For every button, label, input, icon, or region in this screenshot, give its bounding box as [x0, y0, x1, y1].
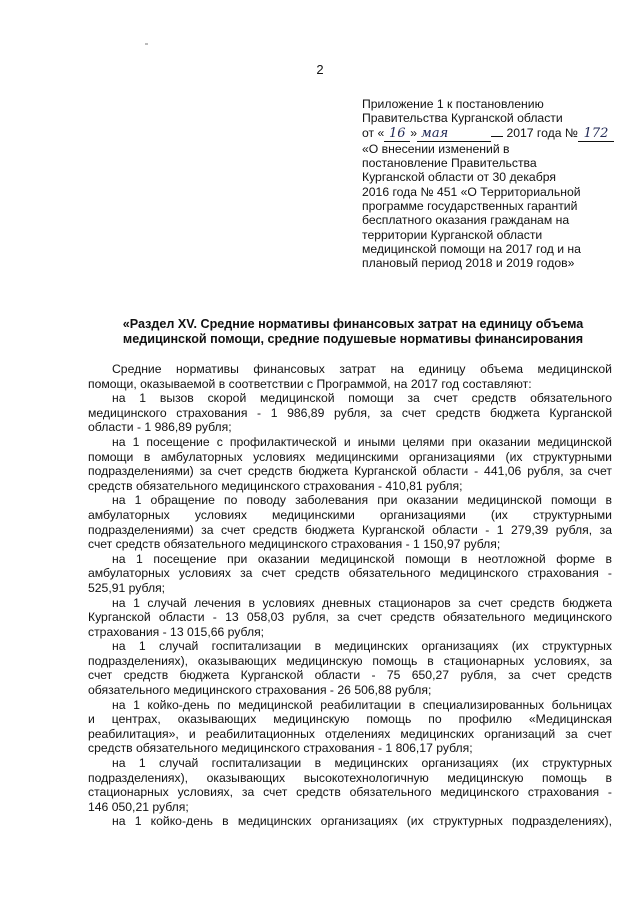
body-line: подразделениями) за счет средств бюджета Курганской области - 441,06 рубля, за счет — [88, 464, 612, 479]
appendix-line: постановление Правительства — [362, 156, 537, 171]
body-line: помощи в амбулаторных условиях медицинскими организациями (их структурными — [88, 449, 612, 464]
body-line: подразделениях), оказывающих медицинскую помощь в стационарных условиях, за — [88, 653, 612, 668]
body-line: подразделениях), оказывающих высокотехнологичную медицинскую помощь в — [88, 770, 612, 785]
body-line: 146 050,21 рубля; — [88, 799, 189, 814]
body-line: Средние нормативы финансовых затрат на единицу объема медицинской — [112, 362, 612, 376]
date-mid: » — [410, 125, 418, 140]
appendix-line: плановый период 2018 и 2019 годов» — [362, 256, 575, 271]
body-line: помощи, оказываемой в соответствии с Программой, на 2017 год составляют: — [88, 376, 532, 391]
year-text: 2017 года № — [506, 125, 578, 140]
body-line: и центрах, оказывающих медицинскую помощь по профилю «Медицинская — [88, 712, 612, 727]
body-line: на 1 случай госпитализации в медицинских организациях (их структурных — [112, 756, 612, 771]
body-line: на 1 посещение при оказании медицинской помощи в неотложной форме в — [112, 551, 612, 566]
handwritten-number: 172 — [578, 127, 614, 142]
appendix-line: 2016 года № 451 «О Территориальной — [362, 184, 581, 199]
body-line: на 1 случай лечения в условиях дневных стационаров за счет средств бюджета — [112, 595, 612, 610]
handwritten-day: 16 — [384, 127, 410, 142]
body-line: области - 1 986,89 рубля; — [88, 420, 232, 435]
date-prefix: от « — [362, 125, 385, 140]
handwritten-month: мая — [417, 127, 491, 142]
body-line: медицинского страхования - 1 986,89 рубля, за счет средств бюджета Курганской — [88, 405, 612, 420]
body-line: реабилитация», и реабилитационных отделениях медицинских организаций за счет — [88, 726, 612, 741]
body-line: счет средств бюджета Курганской области - 75 650,27 рубля, за счет средств — [88, 668, 612, 683]
body-line: на 1 вызов скорой медицинской помощи за счет средств обязательного — [112, 391, 612, 406]
appendix-header — [362, 97, 622, 271]
body-line: Курганской области - 13 058,03 рубля, за счет средств обязательного медицинского — [88, 610, 612, 625]
section-title-line-2: медицинской помощи, средние подушевые нормативы финансирования — [122, 332, 584, 346]
body-line: на 1 койко-день в медицинских организациях (их структурных подразделениях), — [112, 814, 612, 829]
body-line: на 1 посещение с профилактической и иными целями при оказании медицинской — [112, 434, 612, 449]
body-line: счет средств обязательного медицинского страхования - 1 150,97 рубля; — [88, 537, 501, 552]
section-title — [88, 317, 618, 347]
appendix-line-1: Приложение 1 к постановлению — [362, 97, 544, 111]
body-line: 525,91 рубля; — [88, 580, 166, 595]
body-line: стационарных условиях, за счет средств обязательного медицинского страхования - — [88, 785, 612, 800]
body-text — [88, 362, 612, 829]
body-line: амбулаторных условиях за счет средств обязательного медицинского страхования - — [88, 566, 612, 581]
page-number: 2 — [316, 62, 324, 77]
appendix-line: «О внесении изменений в — [362, 141, 510, 156]
appendix-date-line — [362, 126, 622, 142]
scan-artifact — [145, 43, 148, 45]
body-line: обязательного медицинского страхования - 26 506,88 рубля; — [88, 683, 432, 698]
body-line: на 1 койко-день по медицинской реабилитации в специализированных больницах — [112, 697, 612, 712]
appendix-line: медицинской помощи на 2017 год и на — [362, 241, 581, 256]
appendix-line: территории Курганской области — [362, 227, 543, 242]
appendix-line: программе государственных гарантий — [362, 199, 578, 214]
date-underline — [491, 136, 503, 137]
appendix-line-2: Правительства Курганской области — [362, 111, 563, 126]
body-line: на 1 случай госпитализации в медицинских организациях (их структурных — [112, 639, 612, 654]
section-title-line-1: «Раздел XV. Средние нормативы финансовых затрат на единицу объема — [122, 317, 584, 331]
body-line: страхования - 13 015,66 рубля; — [88, 624, 265, 639]
body-line: средств обязательного медицинского страхования - 1 806,17 рубля; — [88, 741, 473, 756]
body-line: средств обязательного медицинского страхования - 410,81 рубля; — [88, 478, 463, 493]
appendix-line: Курганской области от 30 декабря — [362, 170, 556, 185]
body-line: подразделениями) за счет средств бюджета Курганской области - 1 279,39 рубля, за — [88, 522, 612, 537]
body-line: амбулаторных условиях медицинскими организациями (их структурными — [88, 507, 612, 522]
body-line: на 1 обращение по поводу заболевания при оказании медицинской помощи в — [112, 493, 612, 508]
appendix-line: бесплатного оказания гражданам на — [362, 213, 570, 228]
